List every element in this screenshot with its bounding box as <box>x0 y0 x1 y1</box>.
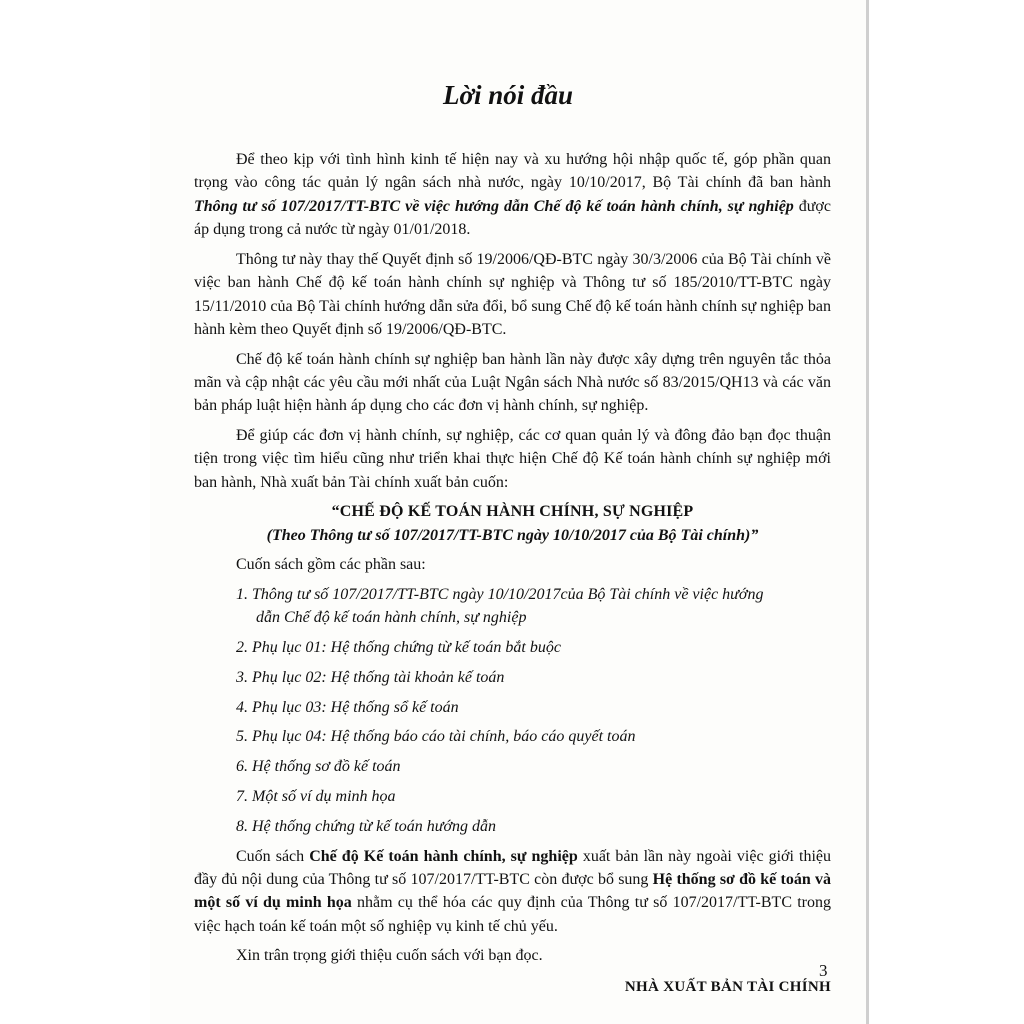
page-edge <box>866 0 869 1024</box>
list-item <box>236 583 831 630</box>
list-item: 2. Phụ lục 01: Hệ thống chứng từ kế toán bắt buộc <box>236 639 561 657</box>
paragraph-closing: Xin trân trọng giới thiệu cuốn sách với bạn đọc. <box>236 947 543 965</box>
list-item: 4. Phụ lục 03: Hệ thống sổ kế toán <box>236 698 459 716</box>
paragraph-principles: Chế độ kế toán hành chính sự nghiệp ban hành lần này được xây dựng trên nguyên tắc thỏa mãn và cập nhật các yêu cầu mới nhất của Luật Ngân sách Nhà nước số 83/2015/QH13 và các văn bản pháp luật hiện hành áp dụng cho các đơn vị hành chính, sự nghiệp. <box>194 350 831 415</box>
book-name: Chế độ Kế toán hành chính, sự nghiệp <box>309 847 578 865</box>
circular-title: Thông tư số 107/2017/TT-BTC về việc hướng dẫn Chế độ kế toán hành chính, sự nghiệp <box>194 197 794 215</box>
paragraph-purpose: Để giúp các đơn vị hành chính, sự nghiệp, các cơ quan quản lý và đông đảo bạn đọc thuận tiện trong việc tìm hiểu cũng như triển khai thực hiện Chế độ Kế toán hành chính sự nghiệp mới ban hành, Nhà xuất bản Tài chính xuất bản cuốn: <box>194 427 831 491</box>
book-title: “CHẾ ĐỘ KẾ TOÁN HÀNH CHÍNH, SỰ NGHIỆP <box>331 503 694 521</box>
paragraph-supplement <box>194 845 831 939</box>
list-item: 3. Phụ lục 02: Hệ thống tài khoản kế toán <box>236 668 505 686</box>
paragraph-text: được áp dụng trong cả nước từ ngày 01/01/2018. <box>194 197 831 239</box>
paragraph-replacement: Thông tư này thay thế Quyết định số 19/2006/QĐ-BTC ngày 30/3/2006 của Bộ Tài chính về việc ban hành Chế độ kế toán hành chính sự nghiệp và Thông tư số 185/2010/TT-BTC ngày 15/11/2010 của Bộ Tài chính hướng dẫn sửa đổi, bổ sung Chế độ kế toán hành chính sự nghiệp ban hành kèm theo Quyết định số 19/2006/QĐ-BTC. <box>194 250 831 339</box>
supplement-name: Hệ thống sơ đồ kế toán và một số ví dụ minh họa <box>194 871 831 912</box>
publisher-signature: NHÀ XUẤT BẢN TÀI CHÍNH <box>624 978 831 995</box>
list-item: 7. Một số ví dụ minh họa <box>236 788 396 806</box>
list-item: 8. Hệ thống chứng từ kế toán hướng dẫn <box>236 817 497 835</box>
paragraph-text: Để theo kịp với tình hình kinh tế hiện nay và xu hướng hội nhập quốc tế, góp phần quan trọng vào công tác quản lý ngân sách nhà nước, ngày 10/10/2017, Bộ Tài chính đã ban hành <box>194 151 831 192</box>
page-number: 3 <box>819 961 828 980</box>
list-item-text: 1. Thông tư số 107/2017/TT-BTC ngày 10/10/2017của Bộ Tài chính về việc hướng <box>236 585 764 603</box>
list-item: 6. Hệ thống sơ đồ kế toán <box>236 758 401 776</box>
paragraph-intro <box>194 148 831 242</box>
paragraph-text: xuất bản lần này ngoài việc giới thiệu đầy đủ nội dung của Thông tư số 107/2017/TT-BTC còn được bổ sung <box>194 847 831 889</box>
paragraph-text: nhằm cụ thể hóa các quy định của Thông tư số 107/2017/TT-BTC trong việc hạch toán kế toán một số nghiệp vụ kinh tế chủ yếu. <box>194 894 832 935</box>
list-item-text: dẫn Chế độ kế toán hành chính, sự nghiệp <box>256 609 527 627</box>
paragraph-text: Cuốn sách <box>236 847 310 865</box>
paragraph-contents-intro: Cuốn sách gồm các phần sau: <box>236 556 426 574</box>
contents-list <box>194 583 831 838</box>
page-title: Lời nói đầu <box>442 80 574 110</box>
book-subtitle: (Theo Thông tư số 107/2017/TT-BTC ngày 10/10/2017 của Bộ Tài chính)” <box>266 526 759 544</box>
page-body <box>194 148 831 999</box>
list-item: 5. Phụ lục 04: Hệ thống báo cáo tài chính, báo cáo quyết toán <box>236 728 636 746</box>
